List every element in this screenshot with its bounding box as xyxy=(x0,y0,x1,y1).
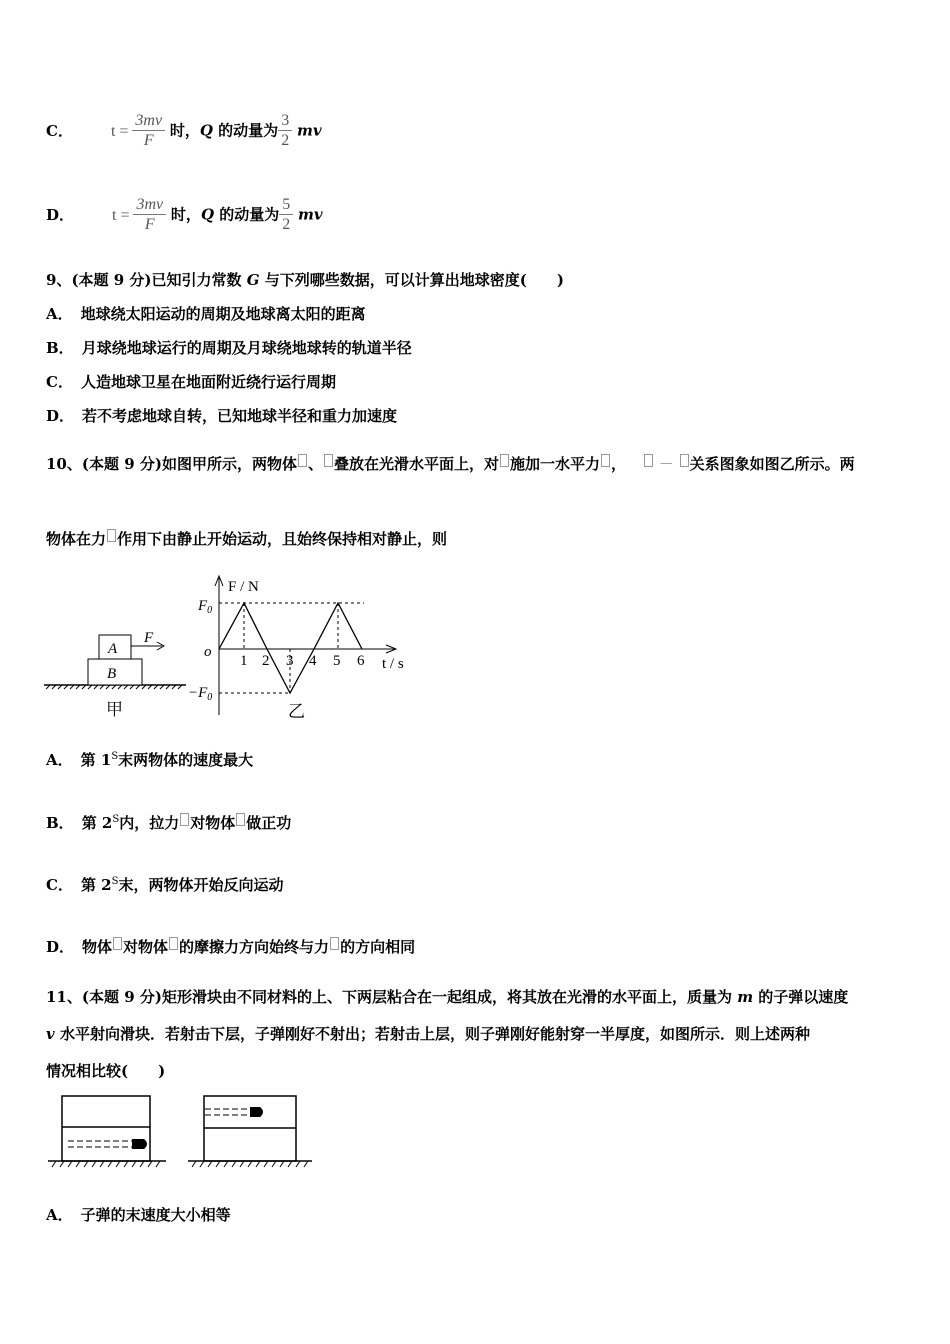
missing-glyph-icon xyxy=(500,454,509,467)
stem-text: 水平射向滑块．若射击下层，子弹刚好不射出；若射击上层，则子弹刚好能射穿一半厚度，如图所示．则上述两种 xyxy=(54,1025,810,1043)
stem-text: － xyxy=(654,455,679,473)
q8-option-d xyxy=(46,196,323,235)
option-text: 末两物体的速度最大 xyxy=(118,751,254,769)
g-symbol: G xyxy=(246,271,260,289)
option-label: D． xyxy=(46,938,75,956)
stem-text: 与下列哪些数据，可以计算出地球密度( ) xyxy=(259,271,564,289)
unit-s: S xyxy=(111,751,119,762)
unit-s: S xyxy=(112,814,120,825)
q9-option-b xyxy=(46,338,412,358)
missing-glyph-icon xyxy=(113,937,122,950)
fraction xyxy=(279,196,293,235)
q10-option-d xyxy=(46,937,415,957)
option-text: 第 2 xyxy=(80,876,112,894)
stem-text: (本题 9 分)矩形滑块由不同材料的上、下两层粘合在一起组成，将其放在光滑的水平面上，质量为 xyxy=(81,988,738,1006)
q9-option-d xyxy=(46,406,397,426)
option-label: D． xyxy=(46,407,75,425)
ground-hatch xyxy=(192,1161,308,1167)
option-label: B． xyxy=(46,339,74,357)
question-number: 11、 xyxy=(46,988,82,1006)
missing-glyph-icon xyxy=(330,937,339,950)
x-axis-label: t / s xyxy=(382,656,404,672)
denominator: 2 xyxy=(281,132,290,149)
question-number: 10、 xyxy=(46,455,82,473)
option-text: 做正功 xyxy=(246,814,292,832)
option-text: 月球绕地球运行的周期及月球绕地球转的轨道半径 xyxy=(81,339,412,357)
text: 时， xyxy=(169,121,200,140)
force-label: F xyxy=(144,630,154,646)
stem-text: ， xyxy=(611,455,627,473)
stem-text: (本题 9 分)已知引力常数 xyxy=(71,271,247,289)
block-a-label: A xyxy=(108,641,118,657)
question-number: 9、 xyxy=(46,271,72,289)
option-label: A． xyxy=(46,751,73,769)
stem-text: 作用下由静止开始运动，且始终保持相对静止，则 xyxy=(117,530,448,548)
tick-label: 3 xyxy=(286,653,294,669)
block-right xyxy=(204,1096,296,1161)
option-label: C． xyxy=(46,876,73,894)
option-text: 的方向相同 xyxy=(340,938,416,956)
fraction xyxy=(278,112,292,151)
q10-stem-line2 xyxy=(46,529,447,549)
figure-caption-right: 乙 xyxy=(288,702,305,721)
option-text: 子弹的末速度大小相等 xyxy=(80,1206,231,1224)
option-label: B． xyxy=(46,814,74,832)
bullet-icon xyxy=(250,1107,263,1117)
denominator: F xyxy=(143,132,154,149)
stem-text: 、 xyxy=(307,455,323,473)
option-text: 的摩擦力方向始终与力 xyxy=(179,938,330,956)
missing-glyph-icon xyxy=(236,813,245,826)
q8-option-c xyxy=(46,112,322,151)
option-label: D． xyxy=(46,205,75,224)
stem-text: 情况相比较( ) xyxy=(46,1062,166,1080)
tick-label: 2 xyxy=(262,653,270,669)
bullet-icon xyxy=(132,1139,147,1149)
q11-stem-line3 xyxy=(46,1061,165,1081)
option-text: 对物体 xyxy=(190,814,236,832)
option-text: 末，两物体开始反向运动 xyxy=(118,876,284,894)
stem-text: (本题 9 分)如图甲所示，两物体 xyxy=(81,455,297,473)
block-b-label: B xyxy=(107,666,117,682)
q11-stem-line2 xyxy=(46,1024,810,1044)
option-label: C． xyxy=(46,121,73,140)
missing-glyph-icon xyxy=(107,529,116,542)
t-symbol: t = xyxy=(110,122,129,140)
ground-hatch xyxy=(52,1161,160,1167)
fraction xyxy=(133,196,166,235)
missing-glyph-icon xyxy=(601,454,610,467)
option-label: C． xyxy=(46,373,73,391)
q9-option-a xyxy=(46,304,366,324)
option-text: 第 1 xyxy=(80,751,112,769)
q10-option-b xyxy=(46,813,291,833)
y-axis-label: F / N xyxy=(228,579,259,595)
q10-option-a xyxy=(46,750,253,770)
tick-label: 5 xyxy=(333,653,341,669)
option-label: A． xyxy=(46,1206,73,1224)
denominator: F xyxy=(144,216,155,233)
fraction xyxy=(132,112,165,151)
option-text: 若不考虑地球自转，已知地球半径和重力加速度 xyxy=(82,407,398,425)
t-symbol: t = xyxy=(112,206,130,224)
option-text: 对物体 xyxy=(123,938,169,956)
mv-symbol: mv xyxy=(296,121,322,140)
force-time-graph xyxy=(186,572,416,724)
option-text: 地球绕太阳运动的周期及地球离太阳的距离 xyxy=(80,305,366,323)
numerator: 5 xyxy=(279,196,293,215)
q9-option-c xyxy=(46,372,336,392)
stem-text: 施加一水平力 xyxy=(509,455,600,473)
missing-glyph-icon xyxy=(298,454,307,467)
denominator: 2 xyxy=(282,216,291,233)
q9-stem xyxy=(46,270,564,290)
missing-glyph-icon xyxy=(169,937,178,950)
missing-glyph-icon xyxy=(180,813,189,826)
numerator: 3 xyxy=(278,112,292,131)
bullet-block-figure xyxy=(44,1090,316,1172)
missing-glyph-icon xyxy=(680,454,689,467)
mv-symbol: mv xyxy=(298,205,323,224)
origin-label: o xyxy=(204,644,212,660)
q-symbol: Q xyxy=(199,121,213,140)
figure-caption-left: 甲 xyxy=(106,700,123,719)
option-text: 第 2 xyxy=(81,814,113,832)
numerator: 3mv xyxy=(132,112,165,131)
option-text: 人造地球卫星在地面附近绕行运行周期 xyxy=(80,373,336,391)
figure-blocks xyxy=(44,625,194,725)
f0-label: $F_0$ xyxy=(198,598,213,616)
q11-option-a xyxy=(46,1205,231,1225)
tick-label: 6 xyxy=(357,653,365,669)
block-left xyxy=(62,1096,150,1161)
v-symbol: v xyxy=(46,1025,55,1043)
option-text: 内，拉力 xyxy=(119,814,180,832)
q11-stem-line1 xyxy=(46,987,848,1007)
tick-label: 1 xyxy=(240,653,248,669)
m-symbol: m xyxy=(737,988,754,1006)
q10-stem-line1 xyxy=(46,454,855,474)
text: 的动量为 xyxy=(212,121,279,140)
q-symbol: Q xyxy=(200,205,215,224)
tick-label: 4 xyxy=(309,653,317,669)
option-text: 物体 xyxy=(82,938,113,956)
unit-s: S xyxy=(111,876,119,887)
missing-glyph-icon xyxy=(324,454,333,467)
q10-option-c xyxy=(46,875,284,895)
text: 时， xyxy=(170,205,201,224)
missing-glyph-icon xyxy=(644,454,653,467)
option-label: A． xyxy=(46,305,73,323)
text: 的动量为 xyxy=(214,205,280,224)
stem-text: 的子弹以速度 xyxy=(753,988,849,1006)
stem-text: 关系图象如图乙所示。两 xyxy=(689,455,855,473)
numerator: 3mv xyxy=(133,196,166,215)
stem-text: 物体在力 xyxy=(46,530,107,548)
neg-f0-label: $-F_0$ xyxy=(188,685,213,703)
stem-text: 叠放在光滑水平面上，对 xyxy=(333,455,499,473)
